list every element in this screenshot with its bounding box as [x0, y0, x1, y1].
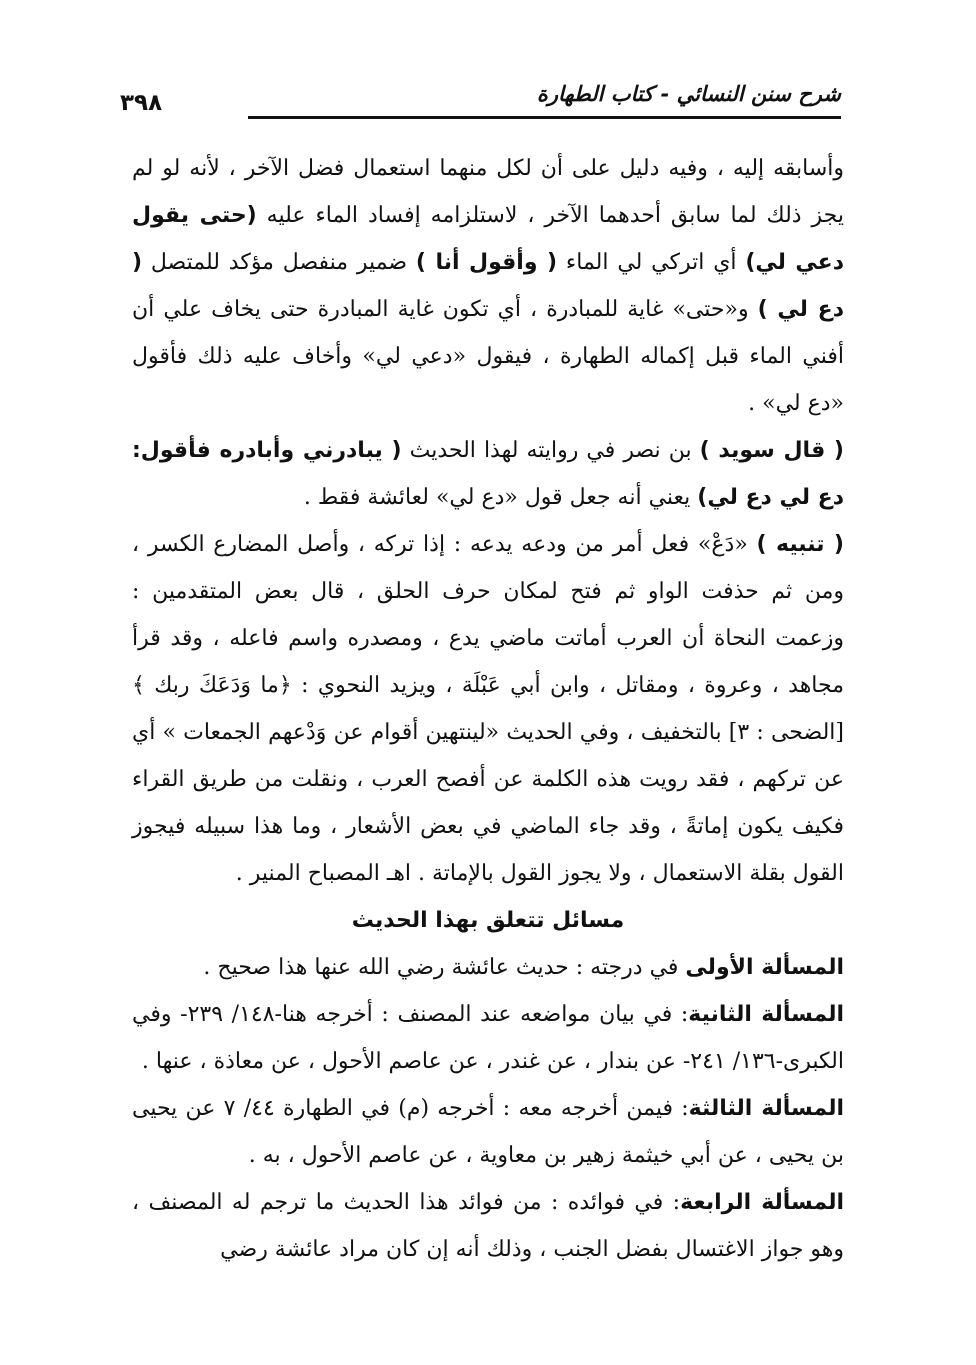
paragraph	[132, 145, 844, 427]
paragraph-text: و«حتى» غاية للمبادرة ، أي تكون غاية المبادرة حتى يخاف علي أن أفني الماء قبل إكماله الطهارة ، فيقول «دعي لي» وأخاف عليه ذلك فأقول «دع لي» .	[132, 297, 844, 416]
paragraph-text: في درجته : حديث عائشة رضي الله عنها هذا صحيح .	[203, 955, 686, 980]
note-label: ( تنبيه )	[756, 532, 844, 557]
hadith-quote: ( قال سويد )	[699, 438, 844, 463]
hadith-quote: ( وأقول أنا )	[415, 250, 558, 275]
paragraph	[132, 944, 844, 991]
paragraph	[132, 991, 844, 1085]
paragraph	[132, 427, 844, 521]
hadith-quote: (حتى يقول دعي لي)	[132, 203, 845, 275]
section-heading: مسائل تتعلق بهذا الحديث	[351, 908, 625, 933]
paragraph-text: بن نصر في روايته لهذا الحديث	[401, 438, 700, 463]
paragraph-text: أي اتركي لي الماء	[557, 250, 746, 275]
paragraph-text: : فيمن أخرجه معه : أخرجه (م) في الطهارة ٤٤/ ٧ عن يحيى بن يحيى ، عن أبي خيثمة زهير بن معاوية ، عن عاصم الأحول ، به .	[132, 1096, 844, 1168]
header-rule	[248, 116, 841, 119]
paragraph	[132, 1179, 844, 1273]
page-header	[120, 78, 841, 128]
hadith-quote: ( يبادرني وأبادره فأقول: دع لي دع لي)	[132, 438, 844, 510]
question-label: المسألة الثالثة	[688, 1096, 844, 1121]
paragraph-text: يعني أنه جعل قول «دع لي» لعائشة فقط .	[303, 485, 698, 510]
running-title: شرح سنن النسائي - كتاب الطهارة	[536, 82, 841, 106]
question-label: المسألة الأولى	[685, 955, 844, 980]
paragraph	[132, 521, 844, 897]
paragraph-text: : في فوائده : من فوائد هذا الحديث ما ترجم له المصنف ، وهو جواز الاغتسال بفضل الجنب ، وذلك أنه إن كان مراد عائشة رضي	[132, 1190, 844, 1262]
page-body	[132, 145, 844, 1273]
paragraph-text: : في بيان مواضعه عند المصنف : أخرجه هنا-١٤٨/ ٢٣٩- وفي الكبرى-١٣٦/ ٢٤١- عن بندار ، عن غندر ، عن عاصم الأحول ، عن معاذة ، عنها .	[132, 1002, 844, 1074]
question-label: المسألة الثانية	[688, 1002, 845, 1027]
paragraph-text: وأسابقه إليه ، وفيه دليل على أن لكل منهما استعمال فضل الآخر ، لأنه لو لم يجز ذلك لما سابق أحدهما الآخر ، لاستلزامه إفساد الماء عليه	[132, 156, 844, 228]
paragraph-text: «دَعْ» فعل أمر من ودعه يدعه : إذا تركه ، وأصل المضارع الكسر ، ومن ثم حذفت الواو ثم فتح لمكان حرف الحلق ، قال بعض المتقدمين : وزعمت النحاة أن العرب أماتت ماضي يدع ، ومصدره واسم فاعله ، وقد قرأ مجاهد ، وعروة ، ومقاتل ، وابن أبي عَبْلَة ، ويزيد النحوي : ﴿ما وَدَعَكَ ربك ﴾[الضحى : ٣] بالتخفيف ، وفي الحديث «لينتهين أقوام عن وَدْعهم الجمعات » أي عن تركهم ، فقد رويت هذه الكلمة عن أفصح العرب ، ونقلت من طريق القراء فكيف يكون إماتةً ، وقد جاء الماضي في بعض الأشعار ، وما هذا سبيله فيجوز القول بقلة الاستعمال ، ولا يجوز القول بالإماتة . اهـ المصباح المنير .	[132, 532, 844, 886]
hadith-quote: ( دع لي )	[132, 250, 844, 322]
page-number: ٣٩٨	[120, 90, 163, 116]
paragraph	[132, 1085, 844, 1179]
question-label: المسألة الرابعة	[680, 1190, 844, 1215]
paragraph-text: ضمير منفصل مؤكد للمتصل	[142, 250, 416, 275]
